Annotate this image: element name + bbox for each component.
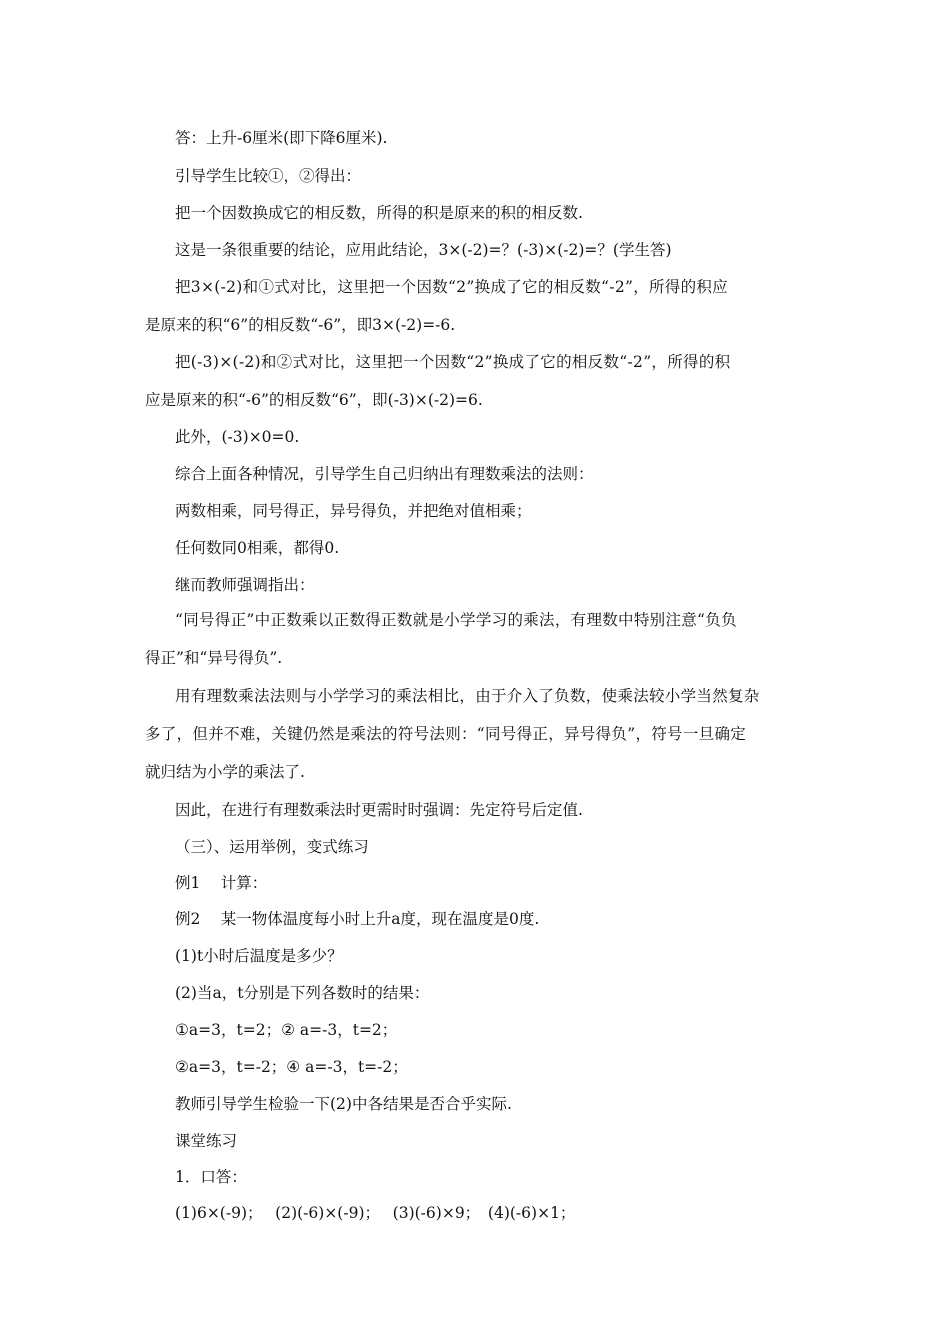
sign-rule-line: 因此，在进行有理数乘法时更需时时强调：先定符号后定值. — [175, 801, 583, 819]
example-1-line: 例1 计算： — [175, 874, 268, 892]
oral-answer-line: 1．口答： — [175, 1168, 247, 1186]
contrast-2-line-b: 应是原来的积“-6”的相反数“6”，即(-3)×(-2)=6. — [145, 391, 483, 409]
summary-line: 综合上面各种情况，引导学生自己归纳出有理数乘法的法则： — [175, 465, 594, 483]
case-line-1: ①a=3，t=2；② a=-3，t=2； — [175, 1021, 398, 1039]
example-2-line: 例2 某一物体温度每小时上升a度，现在温度是0度. — [175, 910, 540, 928]
note-line-b: 得正”和“异号得负”. — [145, 649, 283, 667]
note-line-a: “同号得正”中正数乘以正数得正数就是小学学习的乘法，有理数中特别注意“负负 — [175, 611, 737, 629]
apply-line: 这是一条很重要的结论，应用此结论，3×(-2)=？(-3)×(-2)=？(学生答) — [175, 241, 672, 259]
contrast-2-line-a: 把(-3)×(-2)和②式对比，这里把一个因数“2”换成了它的相反数“-2”，所得的积 — [175, 353, 731, 371]
compare-primary-line-a: 用有理数乘法法则与小学学习的乘法相比，由于介入了负数，使乘法较小学当然复杂 — [175, 687, 760, 705]
section-heading: （三）、运用举例，变式练习 — [175, 838, 369, 856]
emphasis-line: 继而教师强调指出： — [175, 576, 315, 594]
rule-1-line: 两数相乘，同号得正，异号得负，并把绝对值相乘； — [175, 502, 532, 520]
rule-2-line: 任何数同0相乘，都得0. — [175, 539, 340, 557]
compare-line: 引导学生比较①，②得出： — [175, 167, 362, 185]
contrast-1-line-b: 是原来的积“6”的相反数“-6”，即3×(-2)=-6. — [145, 316, 456, 334]
compare-primary-line-b: 多了，但并不难，关键仍然是乘法的符号法则：“同号得正，异号得负”，符号一旦确定 — [145, 725, 747, 743]
question-1-line: (1)t小时后温度是多少？ — [175, 947, 343, 965]
verify-line: 教师引导学生检验一下(2)中各结果是否合乎实际. — [175, 1095, 512, 1113]
conclusion-line: 把一个因数换成它的相反数，所得的积是原来的积的相反数. — [175, 204, 583, 222]
practice-heading: 课堂练习 — [175, 1132, 238, 1150]
answer-line: 答：上升-6厘米(即下降6厘米). — [175, 129, 388, 147]
zero-line: 此外，(-3)×0=0. — [175, 428, 300, 446]
case-line-2: ②a=3，t=-2；④ a=-3，t=-2； — [175, 1058, 408, 1076]
compare-primary-line-c: 就归结为小学的乘法了. — [145, 763, 305, 781]
contrast-1-line-a: 把3×(-2)和①式对比，这里把一个因数“2”换成了它的相反数“-2”，所得的积应 — [175, 278, 729, 296]
exercise-line: (1)6×(-9)； (2)(-6)×(-9)； (3)(-6)×9； (4)(-6)×1； — [175, 1204, 576, 1222]
question-2-line: (2)当a，t分别是下列各数时的结果： — [175, 984, 430, 1002]
